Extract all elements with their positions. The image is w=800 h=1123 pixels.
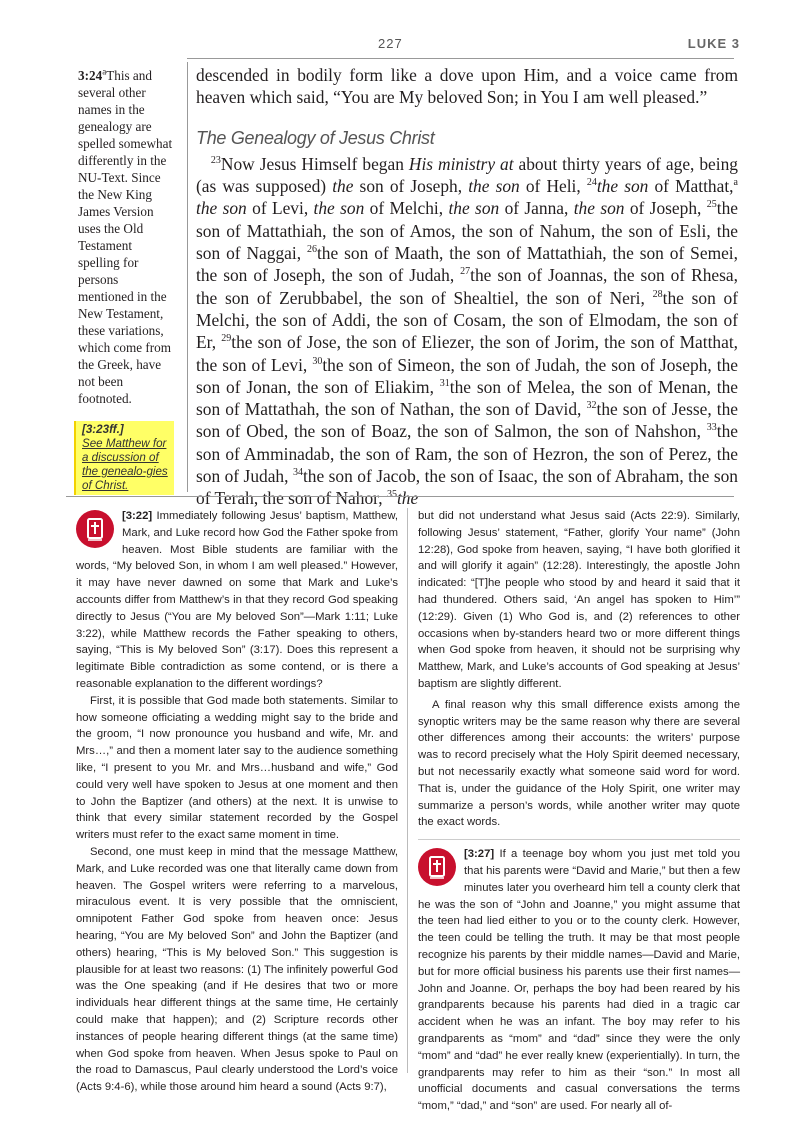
section-rule	[66, 496, 734, 497]
verse-number: 30	[312, 355, 323, 367]
verse-number: 28	[652, 288, 663, 300]
note-paragraph: Second, one must keep in mind that the message Matthew, Mark, and Luke recorded was one that literally came down from heaven. The Gospel writers were referring to a marvelous, miraculous event. It is very possible that the omniscient, omnipotent Father God spoke from heaven once: Jesus hearing, “You are My beloved Son” and John the Baptizer (and others) hearing, “This is My beloved Son.” This suggestion is plausible for at least two reasons: (1) The infinitely powerful God was the One speaking (and if He desires that two or more individuals hear different things at the same time, He certainly could make that happen); and (2) Scripture records other instances of people hearing different things (at the same time) when God spoke from heaven. When Jesus spoke to Paul on the road to Damascus, Paul clearly understood the Lord’s voice (Acts 9:4-6), while those around him heard a sound (Acts 9:7),	[76, 845, 398, 1094]
verse-text-italic: the son	[448, 198, 500, 219]
verse-number: 35	[386, 489, 397, 501]
verse-text-italic: the	[396, 488, 419, 509]
genealogy-verses	[196, 153, 738, 510]
verse-text: the son of Jesse, the son of Obed, the son of Boaz, the son of Salmon, the son of Nahshon,	[196, 399, 738, 442]
verse-text: the son of Jacob, the son of Isaac, the son of Abraham, the son of Terah, the son of Nahor,	[196, 466, 739, 509]
verse-number: 26	[306, 244, 317, 256]
verse-text-italic: the son	[468, 176, 520, 197]
verse-number: 31	[439, 378, 450, 390]
note-paragraph: First, it is possible that God made both statements. Similar to how someone officiating a wedding might say to the bride and the groom, “I now pronounce you husband and wife, Mr. and Mrs…,” and then a moment later say to the audience something like, “I present to you Mr. and Mrs…husband and wife,” God could very well have spoken to Jesus at one moment and then to John the Baptizer (and others) at the next. It is unwise to think that every similar statement recorded by the Gospel writers must refer to the exact same moment in time.	[76, 694, 398, 842]
verse-text: the son of Simeon, the son of Judah, the son of Joseph, the son of Jonan, the son of Eliakim,	[196, 354, 738, 397]
page-number: 227	[378, 36, 403, 51]
highlight-text: See Matthew for a discussion of the genealo-gies of Christ.	[82, 437, 168, 492]
verse-text: of Heli,	[519, 176, 587, 197]
verse-number: 24	[586, 177, 597, 189]
verse-text: of Joseph,	[624, 198, 707, 219]
note-separator	[418, 839, 740, 840]
note-paragraph: but did not understand what Jesus said (Acts 22:9). Similarly, following Jesus’ statement, “Father, glorify Your name” (John 12:28), God spoke from heaven, saying, “I have both glorified it and will glorify it again” (12:28). Interestingly, the apostle John indicated: “[T]he people who stood by and heard it said that it had thundered. Others said, ‘An angel has spoken to Him’” (12:29). Given (1) Who God is, and (2) references to other occasions when by-standers heard two or more different things when God spoke from heaven, it should not be surprising why Matthew, Mark, and Luke’s accounts of God speaking at Jesus’ baptism are slightly different.	[418, 510, 740, 690]
verse-number: 27	[460, 266, 471, 278]
verse-number: 33	[706, 422, 717, 434]
verse-text: Now Jesus Himself began	[220, 153, 409, 174]
notes-right-column	[418, 508, 740, 1115]
verse-number: 23	[210, 155, 221, 167]
verse-text: the son of Joannas, the son of Rhesa, the son of Zerubbabel, the son of Shealtiel, the son of Neri,	[196, 265, 738, 308]
verse-text: the son of Jose, the son of Eliezer, the son of Jorim, the son of Matthat, the son of Levi,	[196, 332, 739, 375]
column-divider	[187, 62, 188, 492]
note-paragraph: A final reason why this small difference exists among the synoptic writers may be the same reason why there are several other differences among their accounts: the writers’ purpose was to record precisely what the Holy Spirit deemed necessary, but not necessarily exactly what someone said word for word. That is, under the guidance of the Holy Spirit, one writer may summarize a person’s words, while another writer may quote the exact words.	[418, 698, 740, 829]
verse-text: of Matthat,	[648, 176, 734, 197]
sidebar-footnote	[78, 67, 176, 495]
verse-number: 32	[586, 400, 597, 412]
verse-text: about thirty years of age, being (as was supposed)	[196, 153, 738, 197]
bible-icon	[76, 510, 114, 550]
footnote-ref: 3:24	[78, 68, 103, 83]
bible-icon	[418, 848, 456, 888]
section-heading: The Genealogy of Jesus Christ	[196, 127, 435, 148]
verse-text: the son of Maath, the son of Mattathiah, the son of Semei, the son of Joseph, the son of Judah,	[196, 243, 738, 286]
verse-number: 29	[221, 333, 232, 345]
highlight-note	[74, 421, 174, 495]
footnote-letter: a	[102, 66, 107, 77]
verse-text-italic: the son	[573, 198, 625, 219]
highlight-ref: [3:23ff.]	[82, 423, 124, 436]
notes-left-column	[76, 508, 398, 1096]
verse-text: of Levi,	[246, 198, 314, 219]
scripture-opening: descended in bodily form like a dove upon Him, and a voice came from heaven which said, “You are My beloved Son; in You I am well pleased.”	[196, 65, 738, 108]
note-paragraph: If a teenage boy whom you just met told you that his parents were “David and Marie,” but then a few minutes later you overheard him tell a county clerk that he was the son of “John and Joanne,” you might assume that the teen had lied either to you or to the county clerk. However, the teen could be telling the truth. It may be that most people recognize his parents by their middle names—David and Marie, but for more official business his parents use their first names—John and Joanne. Or, perhaps the boy had been reared by his grandparents because his parents had died in a tragic car accident when he was an infant. The boy may refer to his grandparents as “mom” and “dad” since they were the only “mom” and “dad” he ever really knew (experientially). In turn, the grandparents may refer to him as their “son.” In most all unofficial documents and casual conversations the terms “mom,” “dad,” and “son” are used. For nearly all of-	[418, 848, 741, 1113]
verse-text: the son of Melea, the son of Menan, the son of Mattathah, the son of Nathan, the son of David,	[196, 376, 739, 420]
verse-text: the son of Melchi, the son of Addi, the son of Cosam, the son of Elmodam, the son of Er,	[196, 287, 738, 353]
footnote-text: This and several other names in the genealogy are spelled somewhat differently in the NU-Text. Since the New King James Version uses the Old Testament spelling for persons mentioned in the New Testament, these variations, which come from the Greek, have not been footnoted.	[78, 68, 173, 406]
running-head: LUKE 3	[687, 36, 740, 51]
verse-text-italic: the	[332, 176, 354, 197]
verse-text-italic: His ministry at	[408, 153, 514, 174]
note-ref: [3:27]	[464, 848, 495, 861]
verse-text-italic: the son	[596, 176, 649, 197]
note-ref: [3:22]	[122, 510, 153, 522]
verse-text: the son of Amminadab, the son of Ram, the son of Hezron, the son of Perez, the son of Judah,	[196, 421, 738, 487]
verse-number: 34	[292, 467, 303, 479]
notes-column-divider	[407, 508, 408, 1073]
verse-text: son of Joseph,	[353, 176, 469, 197]
verse-text-italic: the son	[313, 198, 365, 219]
verse-number: 25	[706, 199, 717, 211]
verse-text: the son of Mattathiah, the son of Amos, the son of Nahum, the son of Esli, the son of Naggai,	[196, 198, 738, 264]
scripture-text	[196, 64, 738, 510]
note-paragraph: Immediately following Jesus’ baptism, Matthew, Mark, and Luke record how God the Father spoke from heaven. Most Bible students are familiar with the words, “My beloved Son, in whom I am well pleased.” However, it may have never dawned on some that Mark and Luke’s accounts differ from Matthew’s in that they record God speaking directly to Jesus (“You are My beloved Son”—Mark 1:11; Luke 3:22), while Matthew records the Father speaking to others, saying, “This is My beloved Son” (3:17). Does this represent a legitimate Bible contradiction as some contend, or is there a reasonable explanation to the different wordings?	[76, 510, 399, 690]
verse-text: of Melchi,	[364, 198, 449, 219]
verse-text-italic: the son	[196, 198, 247, 219]
header-rule	[187, 58, 734, 59]
footnote-marker: a	[733, 177, 738, 189]
verse-text: of Janna,	[499, 198, 574, 219]
